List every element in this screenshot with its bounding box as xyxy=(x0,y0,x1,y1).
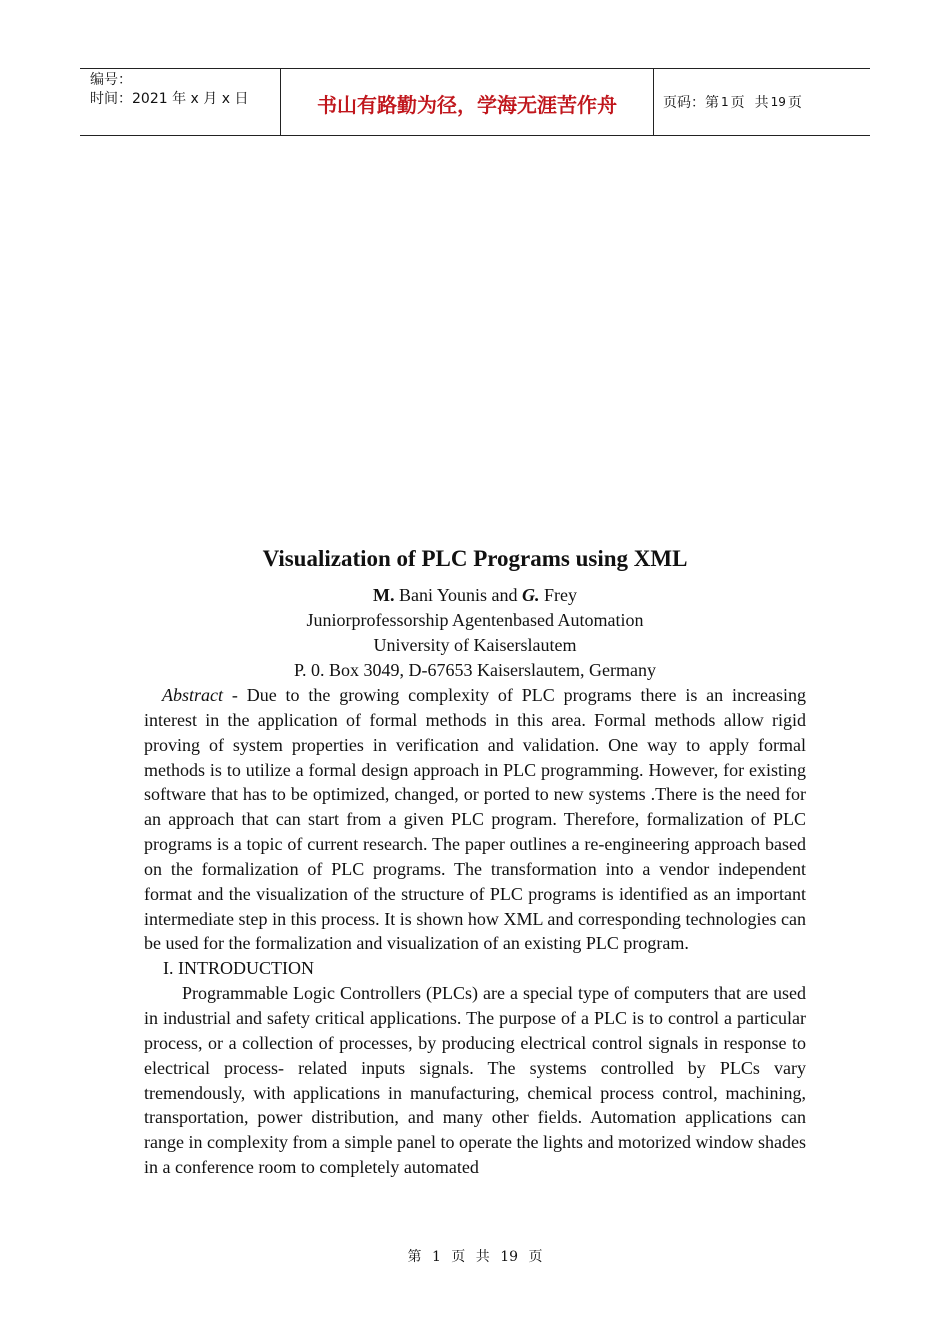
document-number-label: 编号： xyxy=(90,72,132,88)
authors-line xyxy=(0,583,950,608)
document-date: 时间：2021 年 x 月 x 日 xyxy=(90,91,249,107)
intro-paragraph: Programmable Logic Controllers (PLCs) are a special type of computers that are used in industrial and safety critical applications. The purpose of a PLC is to control a particular process, or a collection of processes, by producing electrical control signals in response to electrical process- related inputs signals. The systems controlled by PLCs vary tremendously, with applications in manufacturing, chemical process control, machining, transportation, power distribution, and many other fields. Automation applications can range in complexity from a simple panel to operate the lights and motorized window shades in a conference room to completely automated xyxy=(144,983,806,1178)
article-body xyxy=(144,683,806,1180)
affiliation-line-3: P. 0. Box 3049, D-67653 Kaiserslautem, Germany xyxy=(294,660,656,680)
author1-initial: M. xyxy=(372,585,395,605)
header-motto: 书山有路勤为径，学海无涯苦作舟 xyxy=(317,92,617,117)
abstract-label: Abstract xyxy=(162,685,223,705)
page-suffix: 页 xyxy=(787,95,802,111)
section-heading: I. INTRODUCTION xyxy=(163,958,314,979)
header-meta-cell xyxy=(80,69,281,135)
header-page-cell xyxy=(654,69,870,135)
page-total-prefix: 共 xyxy=(754,95,769,111)
page-header xyxy=(80,68,870,136)
affiliation-line-1: Juniorprofessorship Agentenbased Automation xyxy=(306,610,644,630)
abstract-text: - Due to the growing complexity of PLC programs there is an increasing interest in the application of formal methods in this area. Formal methods allow rigid proving of system properties in verification and validation. One way to apply formal methods is to utilize a formal design approach in PLC programming. However, for existing software that has to be optimized, changed, or ported to new systems .There is the need for an approach that can start from a given PLC program. Therefore, formalization of PLC programs is a topic of current research. The paper outlines a re-engineering approach based on the formalization of PLC programs. The transformation into a vendor independent format and the visualization of the structure of PLC programs is identified as an important intermediate step in this process. It is shown how XML and corresponding technologies can be used for the formalization and visualization of an existing PLC program. xyxy=(144,685,806,954)
abstract-paragraph xyxy=(144,683,806,956)
page-total: 19 xyxy=(770,95,786,109)
header-motto-cell xyxy=(281,69,654,135)
author2-initial: G. xyxy=(522,585,540,605)
author2-rest: Frey xyxy=(539,585,578,605)
page-prefix: 页码：第 xyxy=(663,95,719,111)
page-footer: 第 1 页 共 19 页 xyxy=(407,1249,543,1265)
article-title: Visualization of PLC Programs using XML xyxy=(262,546,688,571)
page-current: 1 xyxy=(721,95,729,109)
page-mid: 页 xyxy=(730,95,745,111)
author1-rest: Bani Younis and xyxy=(394,585,523,605)
affiliation-line-2: University of Kaiserslautem xyxy=(373,635,577,655)
